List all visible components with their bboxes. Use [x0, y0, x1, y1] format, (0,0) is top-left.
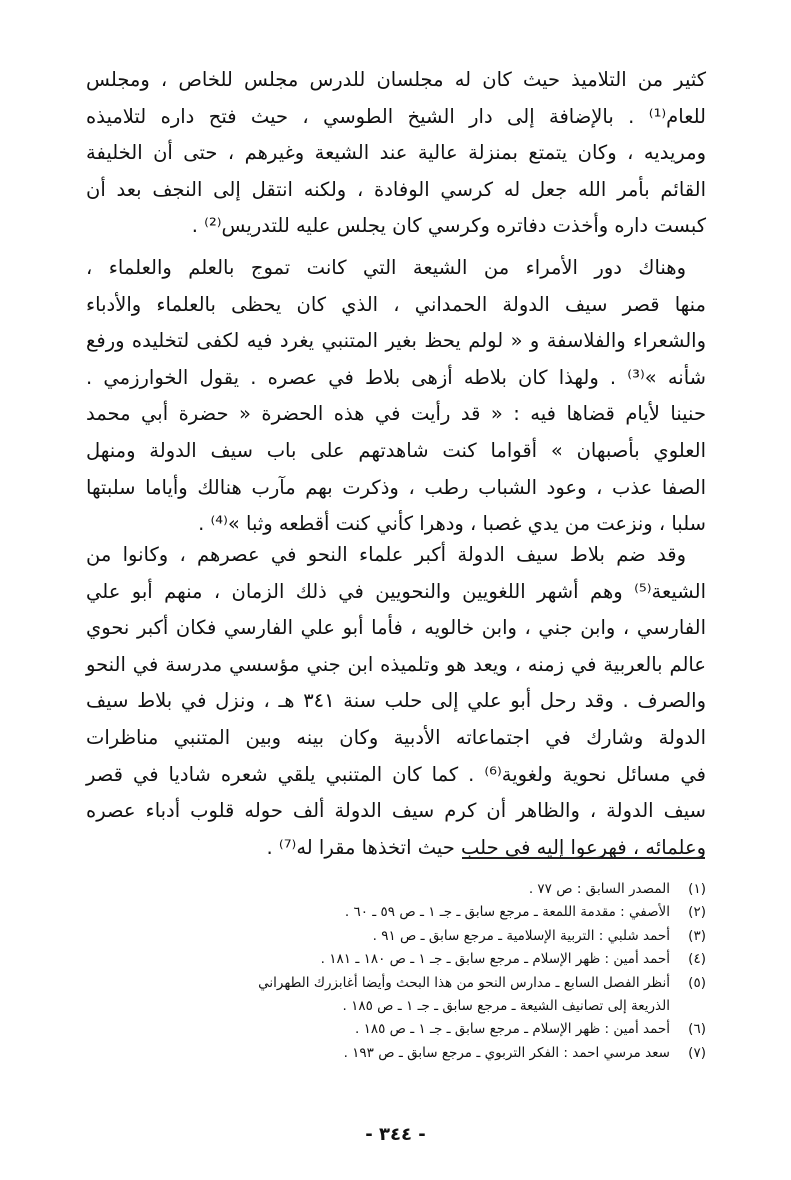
paragraph-line: وقد ضم بلاط سيف الدولة أكبر علماء النحو في عصرهم ، وكانوا من: [86, 543, 686, 566]
paragraph-line: كثير من التلاميذ حيث كان له مجلسان للدرس مجلس للخاص ، ومجلس: [86, 68, 706, 91]
paragraph-line: الشيعة⁽⁵⁾ وهم أشهر اللغويين والنحويين في ذلك الزمان ، منهم أبو علي: [86, 579, 706, 603]
paragraph-line: شأنه »⁽³⁾ . ولهذا كان بلاطه أزهى بلاط في عصره . يقول الخوارزمي .: [86, 365, 706, 389]
footnote-number: (٧): [688, 1044, 706, 1061]
footnote-number: (٦): [688, 1021, 706, 1038]
footnote: [86, 972, 706, 1019]
footnote-text: [86, 972, 670, 1019]
paragraph-line: سلبا ، ونزعت من يدي غصبا ، ودهرا كأني كنت أقطعه وثبا »⁽⁴⁾ .: [198, 512, 706, 536]
footnote-number: (١): [688, 881, 706, 897]
footnote-line: المصدر السابق : ص ٧٧ .: [528, 881, 670, 897]
footnote-text: [86, 1018, 670, 1041]
paragraph-line: وهناك دور الأمراء من الشيعة التي كانت تموج بالعلم والعلماء ،: [86, 256, 686, 279]
footnote-line: الذريعة إلى تصانيف الشيعة ـ مرجع سابق ـ جـ ١ ـ ص ١٨٥ .: [342, 997, 670, 1014]
paragraph-line: عالم بالعربية في زمنه ، ويعد هو وتلميذه ابن جني مؤسسي مدرسة في النحو: [86, 652, 706, 676]
footnote-text: [86, 925, 670, 948]
paragraph-line: سيف الدولة ، والظاهر أن كرم سيف الدولة ألف حوله قلوب أدباء عصره: [86, 799, 706, 823]
footnotes: [86, 878, 706, 1065]
page-number: - ٣٤٤ -: [365, 1124, 426, 1145]
footnote-text: [86, 878, 670, 901]
paragraph-3: [86, 537, 706, 866]
footnote: [86, 901, 706, 924]
footnote-line: الأصفي : مقدمة اللمعة ـ مرجع سابق ـ جـ ١ ـ ص ٥٩ ـ ٦٠ .: [344, 904, 670, 921]
footnote-line: سعد مرسي احمد : الفكر التربوي ـ مرجع سابق ـ ص ١٩٣ .: [343, 1044, 670, 1061]
footnote-text: [86, 948, 670, 971]
paragraph-line: للعام⁽¹⁾ . بالإضافة إلى دار الشيخ الطوسي ، حيث فتح داره لتلاميذه: [86, 104, 706, 128]
footnote: [86, 948, 706, 971]
paragraph-line: والشعراء والفلاسفة و « لولم يحظ بغير المتنبي يغرد فيه لكفى لتخليده ورفع: [86, 329, 706, 353]
paragraph-line: القائم بأمر الله جعل له كرسي الوفادة ، ولكنه انتقل إلى النجف بعد أن: [86, 177, 706, 201]
paragraph-line: والصرف . وقد رحل أبو علي إلى حلب سنة ٣٤١ هـ ، ونزل في بلاط سيف: [86, 689, 706, 713]
footnote-line: أنظر الفصل السابع ـ مدارس النحو من هذا البحث وأيضا أغابزرك الطهراني: [258, 974, 670, 991]
paragraph-line: العلوي بأصبهان » أقواما كنت شاهدتهم على باب سيف الدولة ومنهل: [86, 438, 706, 462]
footnote-text: [86, 1042, 670, 1065]
footnote: [86, 1042, 706, 1065]
paragraph-line: كبست داره وأخذت دفاتره وكرسي كان يجلس عليه للتدريس⁽²⁾ .: [191, 214, 706, 238]
paragraph-line: في مسائل نحوية ولغوية⁽⁶⁾ . كما كان المتنبي يلقي شعره شاديا في قصر: [86, 762, 706, 786]
paragraph-1: [86, 62, 706, 245]
footnote-number: (٢): [688, 904, 706, 921]
paragraph-2: [86, 250, 706, 543]
footnote-number: (٤): [688, 951, 706, 968]
paragraph-line: وعلمائه ، فهرعوا إليه في حلب حيث اتخذها مقرا له⁽⁷⁾ .: [266, 835, 706, 859]
footnote: [86, 925, 706, 948]
footnote-text: [86, 901, 670, 924]
paragraph-line: منها قصر سيف الدولة الحمداني ، الذي كان يحظى بالعلماء والأدباء: [86, 292, 706, 316]
paragraph-line: ومريديه ، وكان يتمتع بمنزلة عالية عند الشيعة وغيرهم ، حتى أن الخليفة: [86, 141, 706, 165]
footnote-line: أحمد شلبي : التربية الإسلامية ـ مرجع سابق ـ ص ٩١ .: [372, 927, 670, 944]
footnote-line: أحمد أمين : ظهر الإسلام ـ مرجع سابق ـ جـ ١ ـ ص ١٨٥ .: [354, 1021, 670, 1038]
footnote-number: (٣): [688, 927, 706, 944]
footnote-number: (٥): [688, 974, 706, 991]
footnote: [86, 878, 706, 901]
footnote-separator: [462, 857, 705, 859]
paragraph-line: الدولة وشارك في اجتماعاته الأدبية وكان بينه وبين المتنبي مناظرات: [86, 725, 706, 749]
footnote-line: أحمد أمين : ظهر الإسلام ـ مرجع سابق ـ جـ ١ ـ ص ١٨٠ ـ ١٨١ .: [320, 951, 670, 968]
paragraph-line: حنينا لأيام قضاها فيه : « قد رأيت في هذه الحضرة « حضرة أبي محمد: [86, 402, 706, 426]
paragraph-line: الفارسي ، وابن جني ، وابن خالويه ، فأما أبو علي الفارسي فكان أكبر نحوي: [86, 616, 706, 640]
paragraph-line: الصفا عذب ، وعود الشباب رطب ، وذكرت بهم مآرب هنالك وأياما سلبتها: [86, 475, 706, 499]
footnote: [86, 1018, 706, 1041]
